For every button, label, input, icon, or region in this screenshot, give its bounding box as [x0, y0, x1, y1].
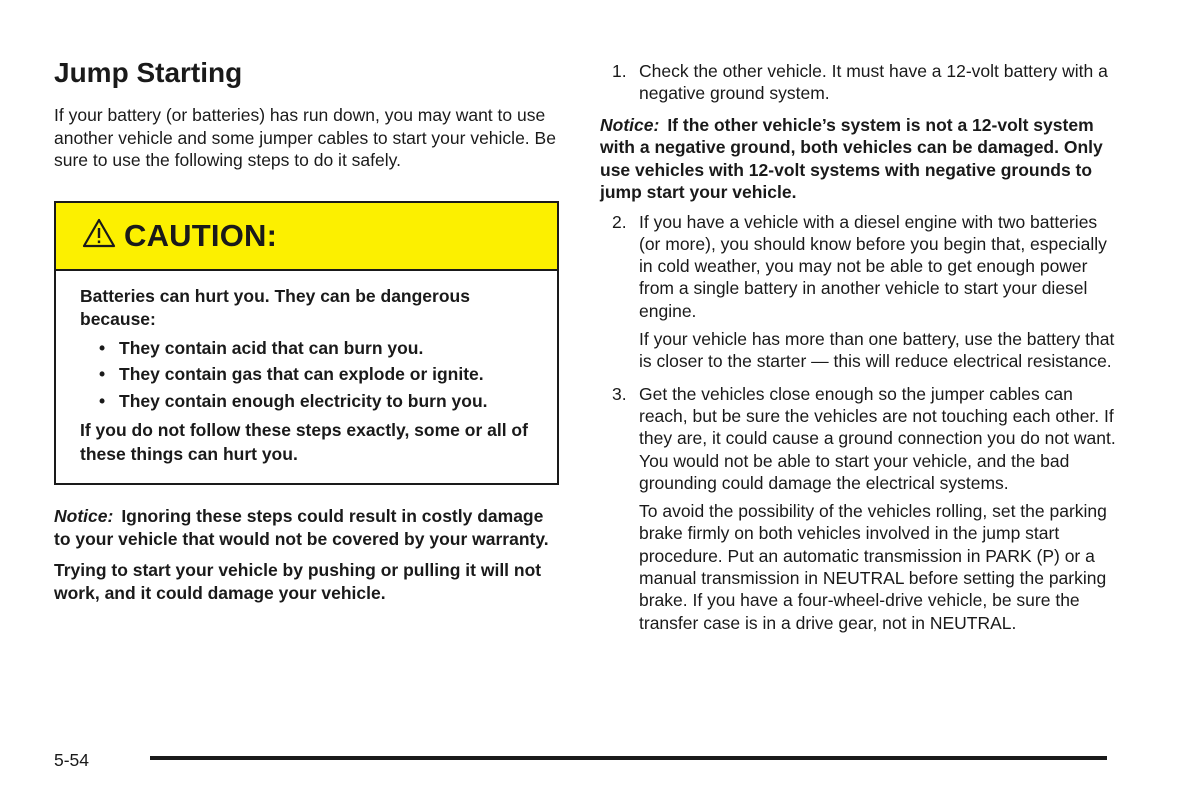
- step-text: Get the vehicles close enough so the jumper cables can reach, but be sure the vehicles are not touching each other. If they are, it could cause a ground connection you do not want. You would not be able to start your vehicle, and the bad grounding could damage the electrical systems.: [639, 383, 1116, 493]
- step-text: If you have a vehicle with a diesel engine with two batteries (or more), you should know before you begin that, especially in cold weather, you may not be able to get enough power from a single battery in another vehicle to start your diesel engine.: [639, 211, 1107, 321]
- caution-heading: CAUTION:: [124, 217, 278, 253]
- notice-label: Notice:: [54, 506, 114, 526]
- step-2-note: If your vehicle has more than one battery, use the battery that is closer to the starter — this will reduce electrical resistance.: [639, 329, 1115, 372]
- bullet-icon: •: [99, 390, 106, 411]
- step-number: 2.: [612, 211, 627, 232]
- step-number: 1.: [612, 61, 627, 81]
- caution-lead: Batteries can hurt you. They can be dangerous because:: [80, 285, 470, 329]
- notice-label: Notice:: [600, 114, 660, 135]
- section-title: Jump Starting: [54, 57, 243, 88]
- notice-text: Ignoring these steps could result in costly damage to your vehicle that would not be covered by your warranty.: [54, 506, 549, 549]
- caution-header: [56, 203, 557, 271]
- footer-rule: [150, 756, 1107, 760]
- notice-text: If the other vehicle’s system is not a 12-volt system with a negative ground, both vehicles can be damaged. Only use vehicles with 12-volt systems with negative grounds to jump start your vehicle.: [600, 114, 1103, 203]
- page-number: 5-54: [54, 750, 90, 770]
- bullet-icon: •: [99, 364, 106, 384]
- intro-paragraph: If your battery (or batteries) has run down, you may want to use another vehicle and some jumper cables to start your vehicle. Be sure to use the following steps to do it safely.: [54, 105, 556, 170]
- warning-triangle-icon: [82, 218, 116, 248]
- list-item: • They contain acid that can burn you.: [99, 337, 533, 361]
- caution-body: [56, 271, 557, 484]
- bullet-icon: •: [99, 337, 106, 358]
- step-2: [600, 211, 1120, 322]
- step-1: [600, 60, 1120, 105]
- right-column: [600, 60, 1120, 634]
- notice-paragraph: [54, 505, 559, 550]
- push-warning: Trying to start your vehicle by pushing or pulling it will not work, and it could damage your vehicle.: [54, 560, 542, 603]
- step-text: Check the other vehicle. It must have a 12-volt battery with a negative ground system.: [639, 61, 1108, 104]
- caution-bullet-list: [80, 337, 533, 414]
- left-column: [54, 56, 559, 604]
- caution-box: [54, 201, 559, 486]
- step-3-note: To avoid the possibility of the vehicles rolling, set the parking brake firmly on both vehicles involved in the jump start procedure. Put an automatic transmission in PARK (P) or a manual transmission in NEUTRAL before setting the parking brake. If you have a four-wheel-drive vehicle, be sure the transfer case is in a drive gear, not in NEUTRAL.: [639, 501, 1107, 633]
- list-item: • They contain enough electricity to burn you.: [99, 390, 533, 414]
- step-3: [600, 383, 1120, 494]
- caution-closing: If you do not follow these steps exactly, some or all of these things can hurt you.: [80, 420, 528, 464]
- notice-paragraph: [600, 114, 1120, 204]
- list-item: • They contain gas that can explode or ignite.: [99, 363, 533, 387]
- step-number: 3.: [612, 383, 627, 404]
